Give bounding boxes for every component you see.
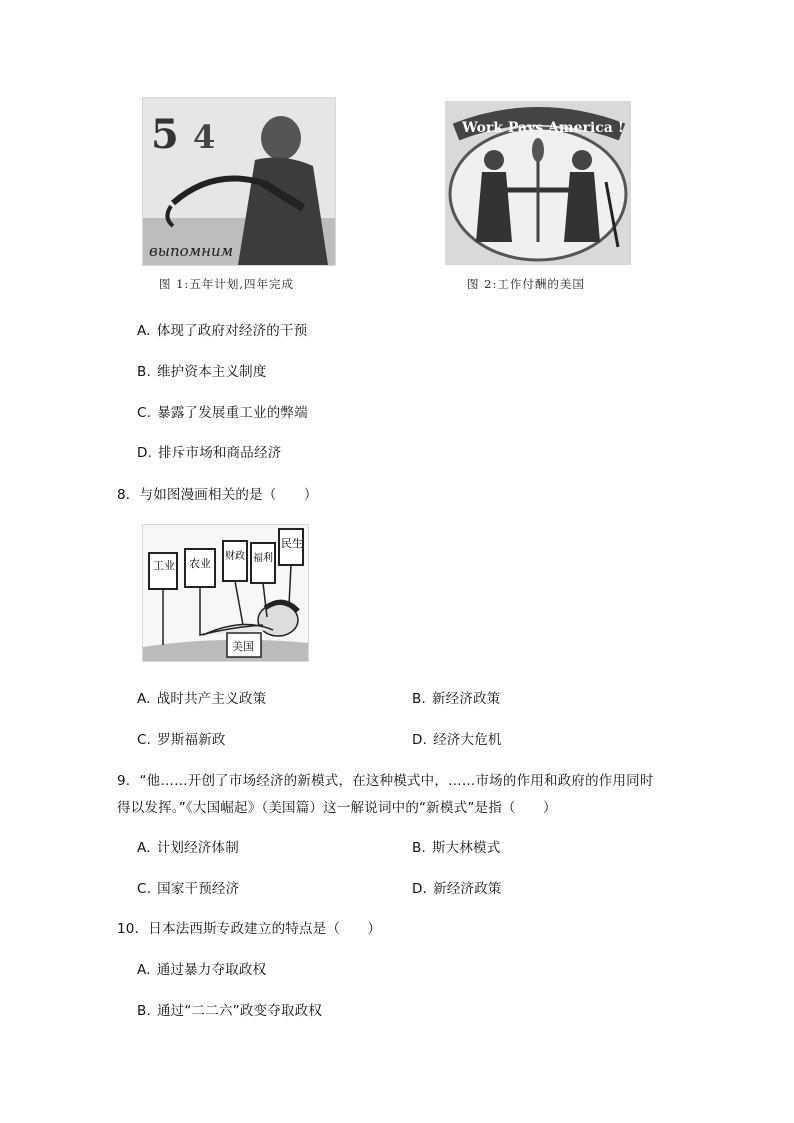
q10-option-a	[137, 958, 266, 978]
q7-option-b	[137, 360, 267, 380]
q9-option-a	[137, 836, 239, 856]
svg-text:美国: 美国	[232, 640, 254, 653]
q9-stem-line-2: 得以发挥。”《大国崛起》（美国篇）这一解说词中的“新模式”是指（ ）	[117, 800, 557, 816]
option-label: B.	[137, 1003, 151, 1019]
q9-option-b	[412, 836, 500, 856]
option-text: 暴露了发展重工业的弊端	[157, 405, 308, 421]
option-text: 斯大林模式	[431, 840, 501, 856]
bottle-label-agriculture: 农业	[189, 557, 211, 570]
q9-option-c	[137, 877, 239, 897]
figure-2-caption: 图 2:工作付酬的美国	[467, 277, 585, 291]
bottle-label-welfare: 福利	[253, 553, 273, 564]
q7-option-d	[137, 441, 281, 461]
figure-cartoon-iv-drips	[142, 524, 309, 662]
q7-option-c	[137, 401, 308, 421]
q8-option-c	[137, 728, 226, 748]
option-text: 经济大危机	[433, 732, 502, 748]
option-text: 战时共产主义政策	[156, 691, 267, 707]
option-label: C.	[137, 881, 152, 897]
option-label: C.	[137, 732, 152, 748]
bottle-label-finance: 财政	[225, 551, 245, 562]
figure-work-pays-america-poster	[445, 101, 631, 265]
option-text: 通过暴力夺取政权	[156, 962, 267, 978]
svg-text:выпомним: выпомним	[149, 242, 234, 260]
option-text: 新经济政策	[433, 881, 502, 897]
q8-option-a	[137, 687, 266, 707]
cartoon-image	[143, 525, 308, 661]
option-label: D.	[137, 445, 153, 461]
option-label: D.	[412, 881, 428, 897]
q9-stem-line-1: 9．“他……开创了市场经济的新模式，在这种模式中，……市场的作用和政府的作用同时	[117, 773, 654, 789]
q8-option-d	[412, 728, 502, 748]
svg-text:Work Pays America !: Work Pays America !	[462, 120, 624, 136]
q8-option-b	[412, 687, 500, 707]
option-label: A.	[137, 962, 151, 978]
bottle-label-livelihood: 民生	[281, 537, 303, 550]
q7-option-a	[137, 319, 307, 339]
q8-stem: 8．与如图漫画相关的是（ ）	[117, 487, 318, 503]
bottle-label-industry: 工业	[153, 559, 175, 572]
figure-1-caption: 图 1:五年计划,四年完成	[159, 277, 295, 291]
svg-text:4: 4	[193, 118, 216, 156]
q10-stem: 10．日本法西斯专政建立的特点是（ ）	[117, 921, 382, 937]
figure-five-year-plan-poster	[142, 97, 336, 266]
svg-text:5: 5	[151, 111, 179, 158]
option-label: B.	[412, 691, 426, 707]
option-label: C.	[137, 405, 152, 421]
poster-image	[143, 98, 335, 265]
option-label: B.	[412, 840, 426, 856]
option-label: D.	[412, 732, 428, 748]
option-text: 通过“二二六”政变夺取政权	[156, 1003, 323, 1019]
option-text: 维护资本主义制度	[156, 364, 267, 380]
option-label: A.	[137, 323, 151, 339]
option-label: A.	[137, 691, 151, 707]
option-text: 排斥市场和商品经济	[158, 445, 282, 461]
option-text: 国家干预经济	[157, 881, 240, 897]
q9-option-d	[412, 877, 502, 897]
poster-image	[446, 102, 630, 264]
option-label: A.	[137, 840, 151, 856]
q10-option-b	[137, 999, 322, 1019]
option-text: 新经济政策	[431, 691, 501, 707]
option-text: 计划经济体制	[156, 840, 239, 856]
option-text: 体现了政府对经济的干预	[156, 323, 308, 339]
option-text: 罗斯福新政	[157, 732, 226, 748]
option-label: B.	[137, 364, 151, 380]
